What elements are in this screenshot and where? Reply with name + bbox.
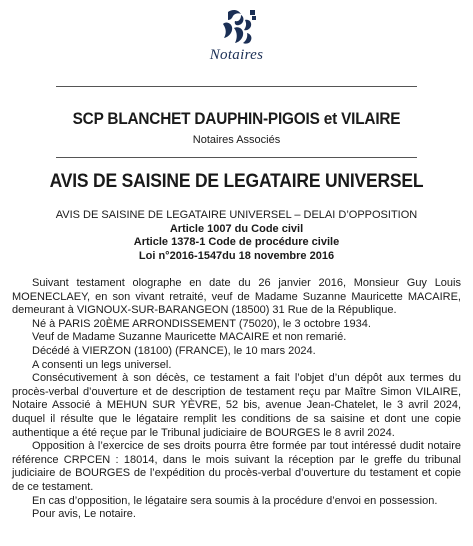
notice-body [12, 277, 461, 522]
firm-name: SCP BLANCHET DAUPHIN-PIGOIS et VILAIRE [72, 110, 401, 128]
paragraph: Suivant testament olographe en date du 26 janvier 2016, Monsieur Guy Louis MOENECLAEY, en son vivant retraité, veuf de Madame Suzanne Mauricette MACAIRE, demeurant à VIGNOUX-SUR-BARANGEON (18500) 31 Rue de la République. [12, 277, 461, 317]
paragraph: Décédé à VIERZON (18100) (FRANCE), le 10 mars 2024. [32, 344, 316, 357]
notice-title: AVIS DE SAISINE DE LEGATAIRE UNIVERSEL [49, 171, 424, 192]
paragraph: Pour avis, Le notaire. [32, 508, 136, 521]
paragraph: Né à PARIS 20ÈME ARRONDISSEMENT (75020), le 3 octobre 1934. [32, 317, 371, 330]
heading-line: Article 1007 du Code civil [169, 222, 304, 235]
notaires-logo [0, 6, 473, 64]
divider [56, 157, 417, 158]
paragraph: Consécutivement à son décès, ce testament a fait l’objet d’un dépôt aux termes du procès-verbal d’ouverture et de description de testament reçu par Maître Simon VILAIRE, Notaire Associé à MEHUN SUR YÈVRE, 52 bis, avenue Jean-Chatelet, le 3 avril 2024, duquel il résulte que le légataire remplit les conditions de sa saisine et dont une copie authentique a été reçue par le Tribunal judiciaire de BOURGES le 8 avril 2024. [12, 372, 461, 439]
paragraph: En cas d’opposition, le légataire sera soumis à la procédure d’envoi en possession. [32, 494, 438, 507]
firm-subtitle: Notaires Associés [192, 134, 281, 146]
marianne-icon [214, 6, 260, 48]
notice-heading [0, 209, 473, 263]
divider [56, 86, 417, 87]
heading-line: Article 1378-1 Code de procédure civile [133, 236, 340, 248]
heading-line: Loi n°2016-1547du 18 novembre 2016 [138, 249, 335, 262]
heading-line: AVIS DE SAISINE DE LEGATAIRE UNIVERSEL – DELAI D’OPPOSITION [55, 209, 418, 221]
logo-text: Notaires [209, 47, 264, 63]
paragraph: Opposition à l’exercice de ses droits pourra être formée par tout intéressé dudit notaire référence CRPCEN : 18014, dans le mois suivant la réception par le greffe du tribunal judiciaire de BOURGES de l’expédition du procès-verbal d’ouverture du testament et copie de ce testament. [12, 440, 461, 493]
paragraph: A consenti un legs universel. [32, 358, 172, 371]
paragraph: Veuf de Madame Suzanne Mauricette MACAIRE et non remarié. [32, 331, 347, 344]
